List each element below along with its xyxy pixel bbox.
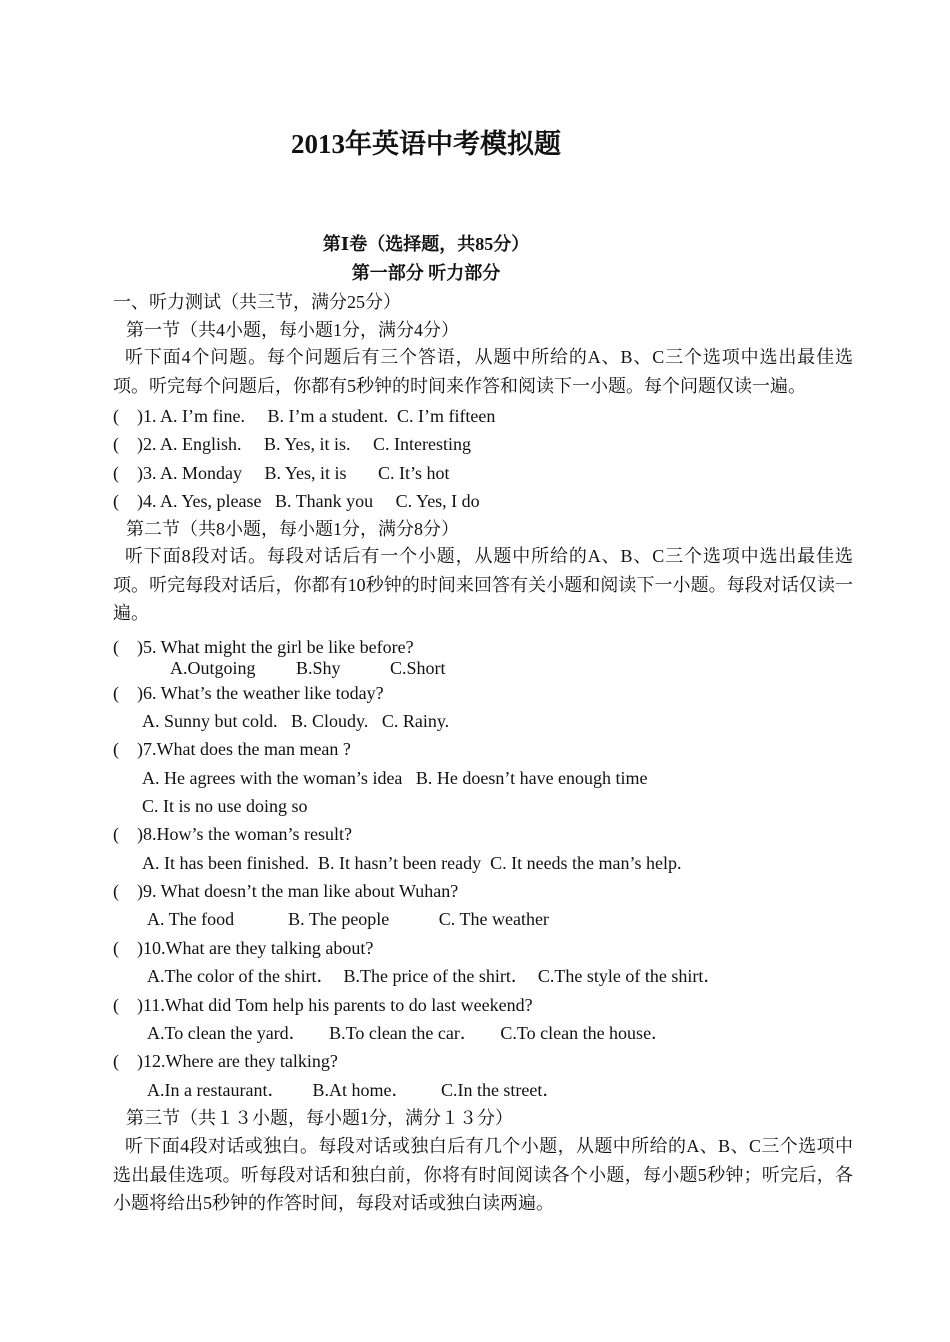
question-2: ( )2. A. English. B. Yes, it is. C. Interesting <box>113 434 472 454</box>
question-8-options: A. It has been finished. B. It hasn’t been ready C. It needs the man’s help. <box>142 853 682 873</box>
question-11-options: A.To clean the yard． B.To clean the car． C.To clean the house． <box>147 1023 670 1043</box>
question-6: ( )6. What’s the weather like today? <box>113 683 384 703</box>
question-8: ( )8.How’s the woman’s result? <box>113 824 352 844</box>
section2-instructions: 听下面8段对话。每段对话后有一个小题，从题中所给的A、B、C三个选项中选出最佳选项。听完每段对话后，你都有10秒钟的时间来回答有关小题和阅读下一小题。每段对话仅读一遍。 <box>113 546 853 623</box>
section2-heading: 第二节（共8小题，每小题1分，满分8分） <box>126 519 459 539</box>
question-5: ( )5. What might the girl be like before? <box>113 637 414 657</box>
question-12-options: A.In a restaurant． B.At home． C.In the street． <box>147 1080 561 1100</box>
question-7-options-ab: A. He agrees with the woman’s idea B. He doesn’t have enough time <box>142 768 648 788</box>
question-5-options: A.Outgoing B.Shy C.Short <box>170 658 446 678</box>
question-10-options: A.The color of the shirt． B.The price of the shirt． C.The style of the shirt． <box>147 966 722 986</box>
question-3: ( )3. A. Monday B. Yes, it is C. It’s hot <box>113 463 450 483</box>
question-9-options: A. The food B. The people C. The weather <box>147 909 549 929</box>
section1-heading: 第一节（共4小题，每小题1分，满分4分） <box>126 320 459 340</box>
question-4: ( )4. A. Yes, please B. Thank you C. Yes, I do <box>113 491 480 511</box>
listening-title: 一、听力测试（共三节，满分25分） <box>113 292 401 312</box>
question-7-option-c: C. It is no use doing so <box>142 796 308 816</box>
section3-instructions: 听下面4段对话或独白。每段对话或独白后有几个小题，从题中所给的A、B、C三个选项中选出最佳选项。听每段对话和独白前，你将有时间阅读各个小题，每小题5秒钟；听完后，各小题将给出5秒钟的作答时间，每段对话或独白读两遍。 <box>113 1136 853 1213</box>
section1-instructions: 听下面4个问题。每个问题后有三个答语，从题中所给的A、B、C三个选项中选出最佳选项。听完每个问题后，你都有5秒钟的时间来作答和阅读下一小题。每个问题仅读一遍。 <box>113 347 853 396</box>
section3-heading: 第三节（共１３小题，每小题1分，满分１３分） <box>126 1108 513 1128</box>
question-11: ( )11.What did Tom help his parents to do last weekend? <box>113 995 533 1015</box>
question-6-options: A. Sunny but cold. B. Cloudy. C. Rainy. <box>142 711 450 731</box>
question-10: ( )10.What are they talking about? <box>113 938 374 958</box>
question-1: ( )1. A. I’m fine. B. I’m a student. C. I’m fifteen <box>113 406 496 426</box>
part-heading: 第一部分 听力部分 <box>351 263 501 283</box>
question-12: ( )12.Where are they talking? <box>113 1051 338 1071</box>
question-9: ( )9. What doesn’t the man like about Wuhan? <box>113 881 459 901</box>
question-7: ( )7.What does the man mean ? <box>113 739 351 759</box>
document-title: 2013年英语中考模拟题 <box>291 129 561 159</box>
volume-heading: 第Ⅰ卷（选择题，共85分） <box>322 234 530 254</box>
